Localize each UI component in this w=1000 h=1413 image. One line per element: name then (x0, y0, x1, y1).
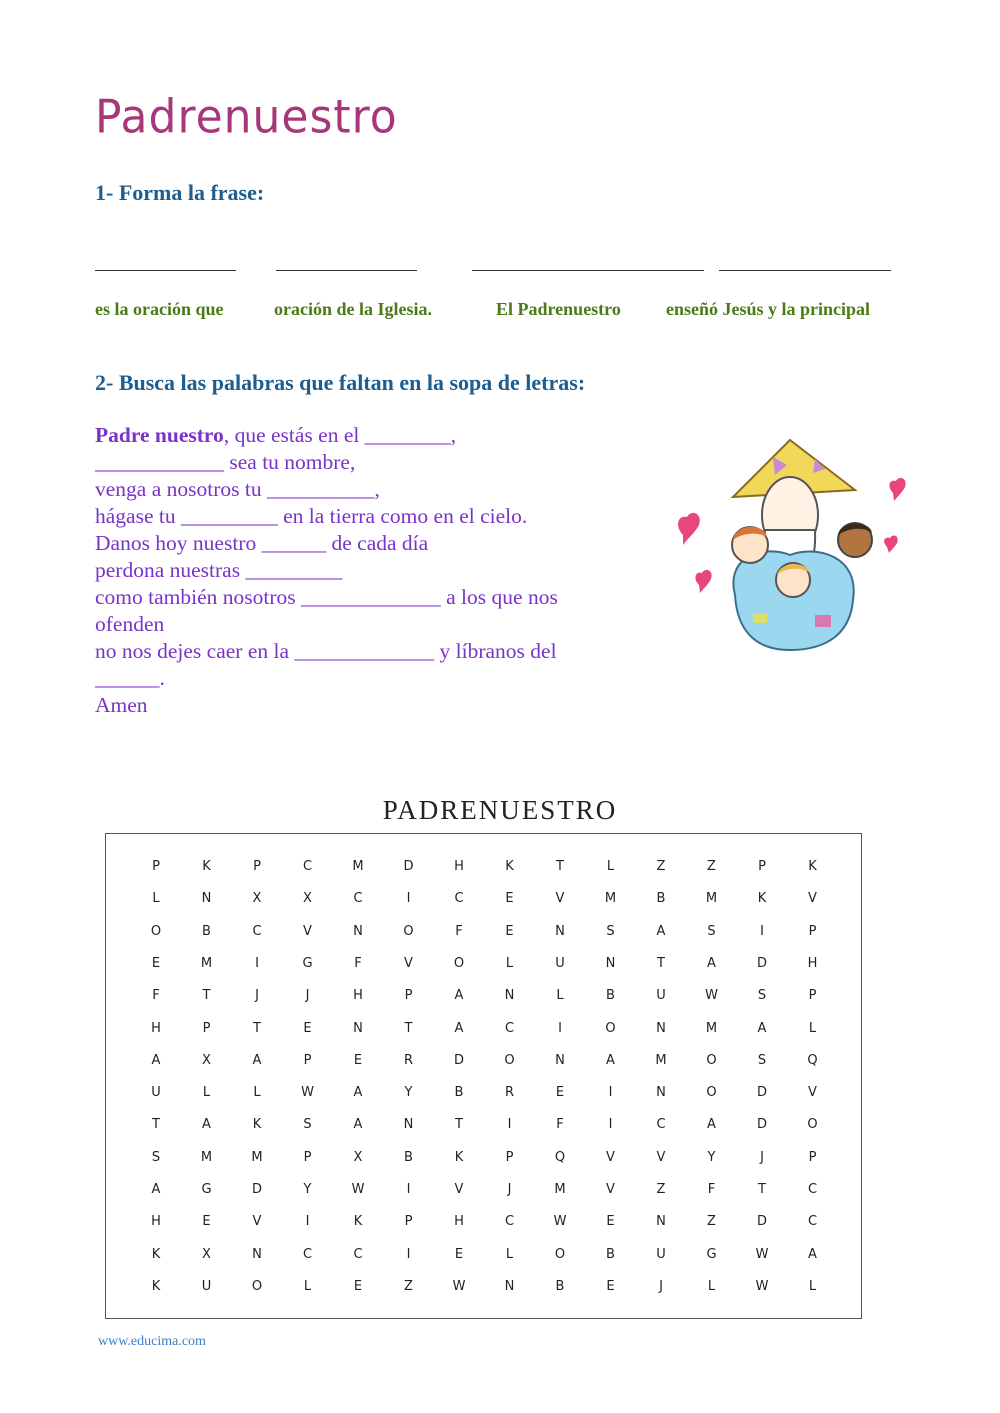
wordsearch-letter[interactable]: Z (656, 859, 666, 874)
wordsearch-letter[interactable]: C (807, 1214, 818, 1230)
wordsearch-letter[interactable]: B (404, 1149, 413, 1165)
wordsearch-letter[interactable]: F (354, 955, 362, 971)
wordsearch-letter[interactable]: G (302, 955, 313, 971)
wordsearch-letter[interactable]: X (252, 891, 262, 907)
wordsearch-letter[interactable]: R (403, 1052, 414, 1068)
wordsearch-letter[interactable]: B (606, 1246, 615, 1262)
wordsearch-letter[interactable]: P (505, 1149, 514, 1165)
wordsearch-letter[interactable]: N (555, 923, 565, 939)
wordsearch-letter[interactable]: G (201, 1182, 212, 1197)
wordsearch-letter[interactable]: L (505, 1246, 514, 1262)
wordsearch-letter[interactable]: A (252, 1052, 262, 1068)
wordsearch-letter[interactable]: W (705, 988, 718, 1004)
wordsearch-letter[interactable]: A (808, 1246, 817, 1262)
wordsearch-letter[interactable]: K (202, 859, 211, 874)
heart-icon (889, 478, 905, 501)
prayer-line: ofenden (95, 612, 165, 636)
wordsearch-letter[interactable]: U (555, 955, 565, 971)
wordsearch-letter[interactable]: Z (707, 859, 716, 874)
wordsearch-letter[interactable]: M (604, 891, 617, 907)
wordsearch-letter[interactable]: V (808, 891, 817, 907)
wordsearch-letter[interactable]: Q (554, 1149, 566, 1165)
wordsearch-letter[interactable]: W (301, 1085, 314, 1101)
wordsearch-letter[interactable]: N (656, 1214, 666, 1230)
wordsearch-letter[interactable]: E (606, 1214, 615, 1230)
wordsearch-letter[interactable]: I (760, 923, 764, 939)
wordsearch-letter[interactable]: O (453, 955, 465, 971)
wordsearch-letter[interactable]: X (202, 1246, 211, 1262)
wordsearch-letter[interactable]: I (406, 891, 411, 907)
wordsearch-letter[interactable]: O (706, 1052, 717, 1068)
wordsearch-letter[interactable]: W (755, 1246, 769, 1262)
wordsearch-letter[interactable]: H (807, 955, 818, 971)
wordsearch-letter[interactable]: C (504, 1020, 515, 1036)
wordsearch-letter[interactable]: T (758, 1182, 766, 1197)
wordsearch-letter[interactable]: D (756, 955, 767, 971)
wordsearch-letter[interactable]: E (151, 955, 161, 971)
wordsearch-letter[interactable]: D (453, 1052, 464, 1068)
wordsearch-letter[interactable]: O (605, 1020, 616, 1036)
wordsearch-letter[interactable]: I (608, 1117, 613, 1133)
wordsearch-letter[interactable]: T (202, 988, 211, 1004)
wordsearch-letter[interactable]: N (504, 988, 515, 1004)
phrase-option-2[interactable]: oración de la Iglesia. (274, 299, 432, 319)
prayer-text (95, 422, 655, 719)
wordsearch-letter[interactable]: Q (807, 1052, 818, 1068)
wordsearch-letter[interactable]: N (656, 1085, 666, 1101)
wordsearch-letter[interactable]: L (606, 859, 615, 874)
wordsearch-letter[interactable]: K (505, 859, 514, 874)
wordsearch-letter[interactable]: W (351, 1182, 365, 1197)
wordsearch-letter[interactable]: C (302, 1246, 313, 1262)
wordsearch-letter[interactable]: A (757, 1020, 767, 1036)
wordsearch-letter[interactable]: J (760, 1149, 764, 1165)
heart-icon (678, 513, 700, 545)
heart-icon (695, 570, 711, 593)
wordsearch-letter[interactable]: W (755, 1278, 769, 1294)
wordsearch-letter[interactable]: D (756, 1085, 767, 1101)
wordsearch-letter[interactable]: F (152, 988, 160, 1004)
wordsearch-letter[interactable]: L (505, 955, 514, 971)
wordsearch-letter[interactable]: A (151, 1052, 161, 1068)
wordsearch-letter[interactable]: F (455, 923, 463, 939)
wordsearch-letter[interactable]: F (707, 1182, 716, 1197)
wordsearch-letter[interactable]: P (404, 988, 413, 1004)
wordsearch-letter[interactable]: U (151, 1085, 161, 1101)
prayer-line: ______. (95, 666, 165, 690)
wordsearch-letter[interactable]: M (655, 1052, 667, 1068)
wordsearch-letter[interactable]: W (452, 1278, 466, 1294)
wordsearch-letter[interactable]: I (305, 1214, 310, 1230)
wordsearch-letter[interactable]: L (707, 1278, 716, 1294)
answer-blank-1[interactable] (95, 270, 236, 271)
wordsearch-letter[interactable]: P (808, 988, 817, 1004)
wordsearch-letter[interactable]: T (253, 1020, 261, 1036)
wordsearch-letter[interactable]: M (251, 1149, 263, 1165)
wordsearch-letter[interactable]: P (808, 923, 817, 939)
prayer-line: Amen (95, 693, 148, 717)
wordsearch-letter[interactable]: A (656, 923, 666, 939)
wordsearch-letter[interactable]: O (807, 1117, 818, 1133)
wordsearch-letter[interactable]: A (353, 1117, 363, 1133)
wordsearch-letter[interactable]: H (454, 859, 464, 874)
wordsearch-letter[interactable]: A (707, 955, 716, 971)
wordsearch-letter[interactable]: P (758, 859, 766, 874)
wordsearch-letter[interactable]: A (454, 1020, 464, 1036)
wordsearch-letter[interactable]: H (353, 988, 363, 1004)
wordsearch-letter[interactable]: A (454, 988, 464, 1004)
wordsearch-letter[interactable]: M (554, 1182, 566, 1197)
prayer-line: Danos hoy nuestro ______ de cada día (95, 531, 429, 555)
wordsearch-letter[interactable]: N (403, 1117, 414, 1133)
wordsearch-letter[interactable]: A (353, 1085, 363, 1101)
wordsearch-letter[interactable]: N (504, 1278, 515, 1294)
wordsearch-letter[interactable]: O (504, 1052, 515, 1068)
wordsearch-letter[interactable]: C (807, 1182, 818, 1197)
wordsearch-letter[interactable]: H (454, 1214, 464, 1230)
wordsearch-letter[interactable]: E (505, 923, 514, 939)
wordsearch-letter[interactable]: N (656, 1020, 666, 1036)
wordsearch-letter[interactable]: C (656, 1117, 666, 1133)
wordsearch-letter[interactable]: E (454, 1246, 464, 1262)
wordsearch-letter[interactable]: P (808, 1149, 817, 1165)
wordsearch-letter[interactable]: E (555, 1085, 565, 1101)
wordsearch-letter[interactable]: F (556, 1117, 564, 1133)
wordsearch-letter[interactable]: K (808, 859, 817, 874)
wordsearch-letter[interactable]: B (606, 988, 615, 1004)
wordsearch-letter[interactable]: C (353, 891, 363, 907)
wordsearch-letter[interactable]: C (504, 1214, 515, 1230)
wordsearch-letter[interactable]: P (202, 1020, 211, 1036)
wordsearch-letter[interactable]: S (757, 1052, 767, 1068)
wordsearch-letter[interactable]: J (255, 988, 259, 1004)
wordsearch-letter[interactable]: X (353, 1149, 363, 1165)
prayer-line: hágase tu _________ en la tierra como en el cielo. (95, 504, 528, 528)
wordsearch-letter[interactable]: M (200, 1149, 213, 1165)
wordsearch-letter[interactable]: S (606, 923, 615, 939)
wordsearch-letter[interactable]: Y (404, 1085, 413, 1101)
wordsearch-letter[interactable]: V (404, 955, 413, 971)
wordsearch-letter[interactable]: X (202, 1052, 211, 1068)
wordsearch-letter[interactable]: E (303, 1020, 312, 1036)
wordsearch-letter[interactable]: L (152, 891, 160, 907)
wordsearch-letter[interactable]: O (150, 923, 162, 939)
wordsearch-letter[interactable]: T (152, 1117, 160, 1133)
wordsearch-letter[interactable]: M (352, 859, 364, 874)
wordsearch-letter[interactable]: N (201, 891, 212, 907)
wordsearch-letter[interactable]: K (454, 1149, 464, 1165)
wordsearch-letter[interactable]: D (756, 1117, 767, 1133)
wordsearch-letter[interactable]: V (606, 1149, 615, 1165)
wordsearch-letter[interactable]: N (353, 923, 363, 939)
wordsearch-letter[interactable]: V (656, 1149, 666, 1165)
wordsearch-letter[interactable]: E (606, 1278, 615, 1294)
section2-heading: 2- Busca las palabras que faltan en la sopa de letras: (95, 370, 586, 395)
wordsearch-letter[interactable]: E (353, 1052, 363, 1068)
wordsearch-letter[interactable]: J (305, 988, 310, 1004)
wordsearch-letter[interactable]: B (555, 1278, 565, 1294)
wordsearch-letter[interactable]: U (656, 988, 666, 1004)
wordsearch-letter[interactable]: E (505, 891, 514, 907)
wordsearch-grid (105, 833, 862, 1319)
wordsearch-letter[interactable]: D (251, 1182, 262, 1197)
wordsearch-letter[interactable]: I (406, 1246, 411, 1262)
wordsearch-letter[interactable]: E (202, 1214, 211, 1230)
wordsearch-letter[interactable]: I (608, 1085, 613, 1101)
wordsearch-letter[interactable]: B (202, 923, 211, 939)
wordsearch-letter[interactable]: V (606, 1182, 615, 1197)
wordsearch-letter[interactable]: G (706, 1246, 717, 1262)
phrase-option-4[interactable]: enseñó Jesús y la principal (666, 299, 871, 319)
wordsearch-letter[interactable]: H (151, 1020, 161, 1036)
footer-url[interactable]: www.educima.com (98, 1334, 206, 1349)
wordsearch-letter[interactable]: Z (707, 1214, 716, 1230)
wordsearch-letter[interactable]: Z (656, 1182, 666, 1197)
wordsearch-letter[interactable]: K (151, 1246, 161, 1262)
wordsearch-letter[interactable]: E (353, 1278, 363, 1294)
wordsearch-letter[interactable]: H (151, 1214, 161, 1230)
prayer-line: no nos dejes caer en la _____________ y líbranos del (95, 639, 557, 663)
answer-blank-2[interactable] (276, 270, 417, 271)
answer-blank-3[interactable] (472, 270, 704, 271)
wordsearch-letter[interactable]: N (353, 1020, 363, 1036)
wordsearch-letter[interactable]: V (555, 891, 565, 907)
wordsearch-letter[interactable]: V (808, 1085, 817, 1101)
wordsearch-letter[interactable]: V (252, 1214, 262, 1230)
wordsearch-letter[interactable]: P (253, 859, 261, 874)
wordsearch-letter[interactable]: L (808, 1278, 817, 1294)
wordsearch-letter[interactable]: N (252, 1246, 262, 1262)
wordsearch-letter[interactable]: P (303, 1052, 312, 1068)
wordsearch-letter[interactable]: M (705, 1020, 718, 1036)
wordsearch-letter[interactable]: O (403, 923, 414, 939)
wordsearch-letter[interactable]: O (554, 1246, 566, 1262)
wordsearch-letter[interactable]: C (302, 859, 313, 874)
wordsearch-letter[interactable]: N (605, 955, 616, 971)
wordsearch-letter[interactable]: I (558, 1020, 562, 1036)
jesus-children-illustration (665, 435, 925, 665)
wordsearch-letter[interactable]: D (756, 1214, 767, 1230)
phrase-option-1[interactable]: es la oración que (95, 299, 224, 319)
prayer-line: perdona nuestras _________ (95, 558, 343, 582)
wordsearch-letter[interactable]: J (659, 1278, 663, 1294)
wordsearch-letter[interactable]: L (556, 988, 564, 1004)
prayer-line: Padre nuestro, que estás en el ________, (95, 423, 457, 447)
wordsearch-letter[interactable]: C (353, 1246, 363, 1262)
answer-blank-4[interactable] (719, 270, 891, 271)
wordsearch-letter[interactable]: B (454, 1085, 464, 1101)
wordsearch-letter[interactable]: V (454, 1182, 464, 1197)
wordsearch-letter[interactable]: O (251, 1278, 263, 1294)
wordsearch-letter[interactable]: L (303, 1278, 312, 1294)
wordsearch-letter[interactable]: A (707, 1117, 716, 1133)
wordsearch-letter[interactable]: N (555, 1052, 565, 1068)
heart-icon (884, 536, 898, 553)
wordsearch-letter[interactable]: R (504, 1085, 515, 1101)
wordsearch-title: PADRENUESTRO (382, 795, 618, 825)
wordsearch-letter[interactable]: P (152, 859, 160, 874)
wordsearch-letter[interactable]: Y (303, 1182, 312, 1197)
wordsearch-letter[interactable]: S (151, 1149, 161, 1165)
wordsearch-letter[interactable]: U (201, 1278, 212, 1294)
wordsearch-letter[interactable]: S (757, 988, 767, 1004)
wordsearch-letter[interactable]: B (656, 891, 666, 907)
wordsearch-letter[interactable]: T (404, 1020, 413, 1036)
prayer-line: como también nosotros _____________ a los que nos (95, 585, 558, 609)
wordsearch-letter[interactable]: L (253, 1085, 261, 1101)
wordsearch-letter[interactable]: M (705, 891, 718, 907)
wordsearch-letter[interactable]: P (303, 1149, 312, 1165)
wordsearch-letter[interactable]: C (252, 923, 262, 939)
prayer-bold: Padre nuestro (95, 423, 224, 447)
wordsearch-letter[interactable]: I (406, 1182, 411, 1197)
wordsearch-letter[interactable]: V (303, 923, 312, 939)
wordsearch-letter[interactable]: U (656, 1246, 666, 1262)
wordsearch-letter[interactable]: I (255, 955, 259, 971)
wordsearch-letter[interactable]: T (657, 955, 665, 971)
wordsearch-letter[interactable]: T (455, 1117, 463, 1133)
wordsearch-letter[interactable]: A (202, 1117, 211, 1133)
wordsearch-letter[interactable]: X (303, 891, 312, 907)
wordsearch-letter[interactable]: S (303, 1117, 312, 1133)
phrase-option-3[interactable]: El Padrenuestro (496, 299, 621, 319)
wordsearch-letter[interactable]: P (404, 1214, 413, 1230)
wordsearch-letter[interactable]: D (403, 859, 414, 874)
wordsearch-letter[interactable]: Z (404, 1278, 413, 1294)
wordsearch-letter[interactable]: K (252, 1117, 262, 1133)
wordsearch-letter[interactable]: J (507, 1182, 512, 1197)
wordsearch-letter[interactable]: L (202, 1085, 211, 1101)
wordsearch-letter[interactable]: K (151, 1278, 161, 1294)
wordsearch-letter[interactable]: M (200, 955, 213, 971)
wordsearch-letter[interactable]: K (757, 891, 767, 907)
wordsearch-letter[interactable]: I (507, 1117, 512, 1133)
wordsearch-letter[interactable]: S (707, 923, 716, 939)
wordsearch-letter[interactable]: L (808, 1020, 817, 1036)
wordsearch-letter[interactable]: C (454, 891, 464, 907)
wordsearch-letter[interactable]: W (553, 1214, 567, 1230)
page-title: Padrenuestro (95, 90, 398, 145)
wordsearch-letter[interactable]: Y (707, 1149, 716, 1165)
wordsearch-letter[interactable]: O (706, 1085, 717, 1101)
wordsearch-letter[interactable]: A (606, 1052, 615, 1068)
prayer-line: ____________ sea tu nombre, (95, 450, 356, 474)
wordsearch-letter[interactable]: K (353, 1214, 363, 1230)
wordsearch-letter[interactable]: A (151, 1182, 161, 1197)
prayer-line: venga a nosotros tu __________, (95, 477, 380, 501)
section1-heading: 1- Forma la frase: (95, 180, 265, 205)
wordsearch-letter[interactable]: T (556, 859, 564, 874)
